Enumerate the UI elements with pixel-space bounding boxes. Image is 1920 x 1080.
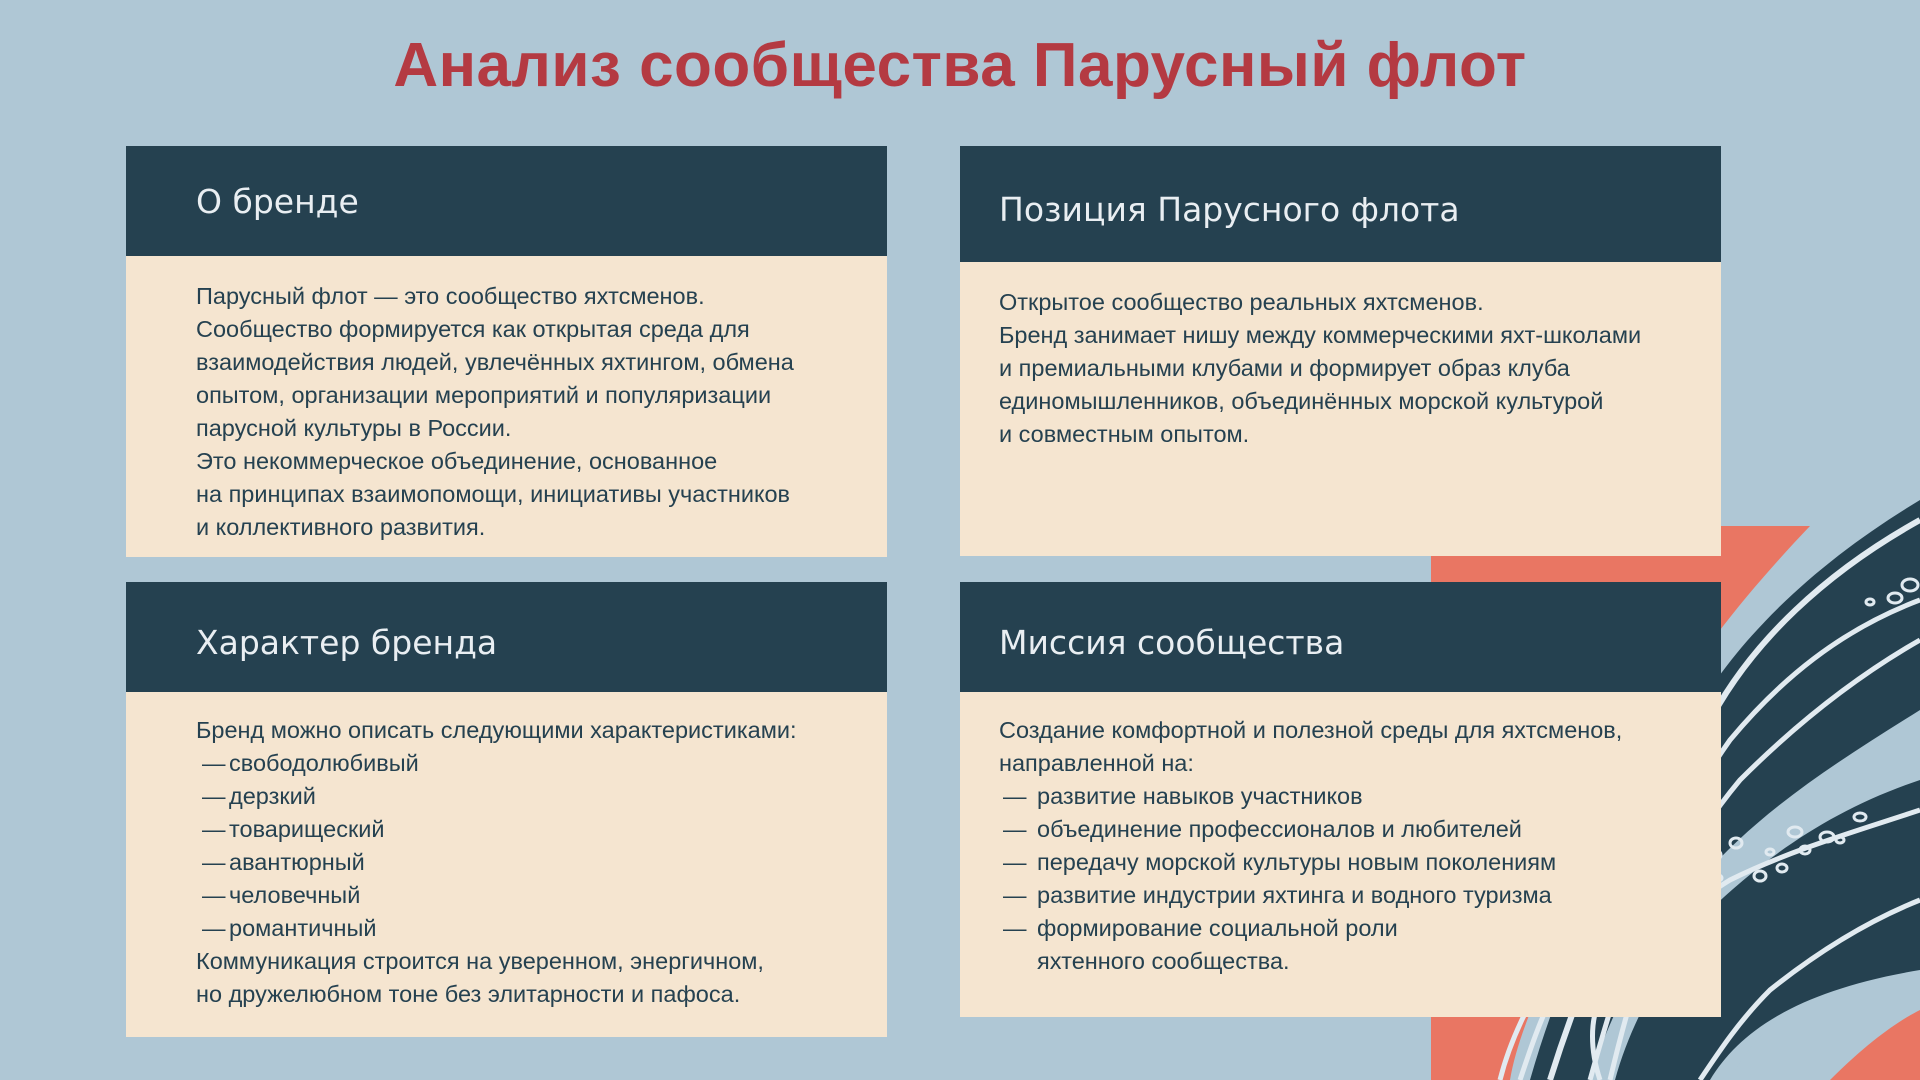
community-mission-card [960,582,1721,1017]
about-line: Сообщество формируется как открытая среда для [196,316,750,342]
character-traits-list [196,747,857,945]
brand-character-card [126,582,887,1037]
about-line: Парусный флот — это сообщество яхтсменов. [196,283,705,309]
goal-item: — формирование социальной роли [999,912,1691,945]
goal-item: — развитие индустрии яхтинга и водного туризма [999,879,1691,912]
about-line: парусной культуры в России. [196,415,512,441]
about-line: на принципах взаимопомощи, инициативы участников [196,481,791,507]
brand-position-card [960,146,1721,556]
mission-intro: направленной на: [999,750,1194,776]
character-outro: но дружелюбном тоне без элитарности и пафоса. [196,981,741,1007]
about-brand-card [126,146,887,557]
about-brand-body [126,256,887,557]
trait-item: — авантюрный [196,846,857,879]
community-mission-heading: Миссия сообщества [960,582,1721,692]
brand-character-heading: Характер бренда [126,582,887,692]
brand-position-heading: Позиция Парусного флота [960,146,1721,262]
mission-goals-list [999,780,1691,945]
goal-continuation: яхтенного сообщества. [1037,948,1290,974]
goal-item: — объединение профессионалов и любителей [999,813,1691,846]
about-line: Это некоммерческое объединение, основанное [196,448,718,474]
trait-item: — свободолюбивый [196,747,857,780]
about-line: опытом, организации мероприятий и популяризации [196,382,772,408]
about-brand-heading: О бренде [126,146,887,256]
about-line: и коллективного развития. [196,514,486,540]
trait-item: — дерзкий [196,780,857,813]
trait-item: — товарищеский [196,813,857,846]
mission-intro: Создание комфортной и полезной среды для яхтсменов, [999,717,1623,743]
goal-item: — передачу морской культуры новым поколениям [999,846,1691,879]
about-line: взаимодействия людей, увлечённых яхтингом, обмена [196,349,794,375]
page-title: Анализ сообщества Парусный флот [393,31,1527,100]
trait-item: — романтичный [196,912,857,945]
character-outro: Коммуникация строится на уверенном, энергичном, [196,948,764,974]
trait-item: — человечный [196,879,857,912]
position-line: и совместным опытом. [999,421,1250,447]
brand-character-body [126,692,887,1037]
character-intro: Бренд можно описать следующими характеристиками: [196,717,797,743]
position-line: Бренд занимает нишу между коммерческими яхт-школами [999,322,1642,348]
community-mission-body [960,692,1721,1017]
position-line: единомышленников, объединённых морской культурой [999,388,1604,414]
goal-item: — развитие навыков участников [999,780,1691,813]
brand-position-body [960,262,1721,556]
position-line: и премиальными клубами и формирует образ клуба [999,355,1570,381]
position-line: Открытое сообщество реальных яхтсменов. [999,289,1484,315]
